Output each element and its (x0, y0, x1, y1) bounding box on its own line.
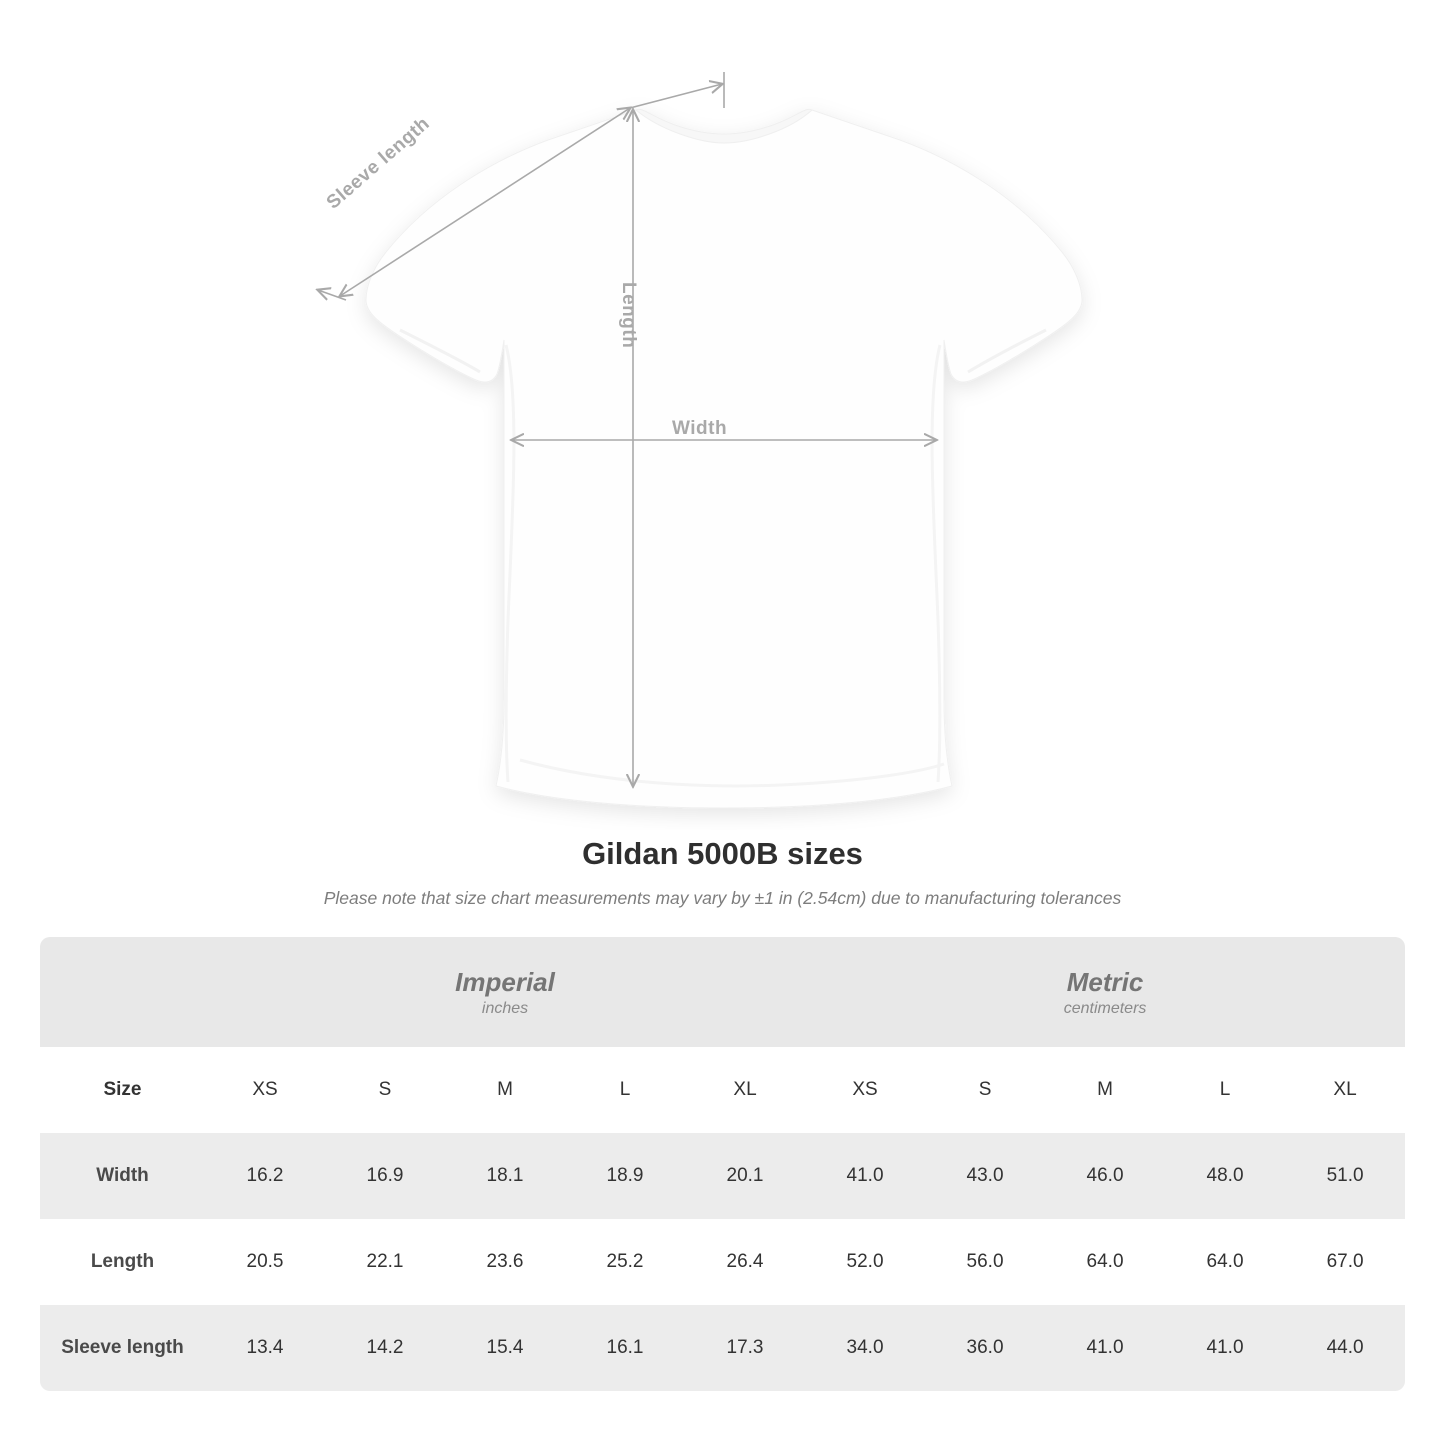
header-size: Size (40, 1047, 205, 1133)
cell-length-2: 23.6 (445, 1219, 565, 1305)
length-label: Length (618, 282, 639, 349)
cell-width-6: 43.0 (925, 1133, 1045, 1219)
cell-length-5: 52.0 (805, 1219, 925, 1305)
cell-length-6: 56.0 (925, 1219, 1045, 1305)
header-col-6: S (925, 1047, 1045, 1133)
page-title: Gildan 5000B sizes (582, 836, 863, 871)
header-col-5: XS (805, 1047, 925, 1133)
cell-width-3: 18.9 (565, 1133, 685, 1219)
table-row (40, 1219, 1405, 1305)
tolerance-note: Please note that size chart measurements may vary by ±1 in (2.54cm) due to manufacturing tolerances (323, 888, 1122, 908)
cell-sleeve-0: 13.4 (205, 1305, 325, 1391)
header-col-8: L (1165, 1047, 1285, 1133)
cell-sleeve-6: 36.0 (925, 1305, 1045, 1391)
cell-width-1: 16.9 (325, 1133, 445, 1219)
cell-length-0: 20.5 (205, 1219, 325, 1305)
row-label-width: Width (40, 1133, 205, 1219)
cell-width-5: 41.0 (805, 1133, 925, 1219)
sleeve-length-label: Sleeve length (322, 113, 434, 214)
cell-sleeve-9: 44.0 (1285, 1305, 1405, 1391)
cell-width-8: 48.0 (1165, 1133, 1285, 1219)
cell-width-2: 18.1 (445, 1133, 565, 1219)
cell-width-4: 20.1 (685, 1133, 805, 1219)
unit-header-imperial (205, 937, 805, 1047)
tshirt-shape (366, 109, 1082, 808)
header-col-2: M (445, 1047, 565, 1133)
cell-width-7: 46.0 (1045, 1133, 1165, 1219)
header-col-4: XL (685, 1047, 805, 1133)
cell-length-7: 64.0 (1045, 1219, 1165, 1305)
table-row (40, 1305, 1405, 1391)
cell-width-9: 51.0 (1285, 1133, 1405, 1219)
cell-sleeve-1: 14.2 (325, 1305, 445, 1391)
row-label-length: Length (40, 1219, 205, 1305)
cell-length-3: 25.2 (565, 1219, 685, 1305)
unit-sub-metric: centimeters (1063, 1000, 1147, 1018)
unit-name-metric: Metric (1066, 966, 1144, 997)
cell-length-9: 67.0 (1285, 1219, 1405, 1305)
header-col-3: L (565, 1047, 685, 1133)
header-col-1: S (325, 1047, 445, 1133)
size-table (40, 937, 1405, 1391)
size-table-wrapper (40, 937, 1405, 1391)
cell-sleeve-5: 34.0 (805, 1305, 925, 1391)
width-label: Width (672, 418, 728, 439)
cell-length-8: 64.0 (1165, 1219, 1285, 1305)
unit-header-metric (805, 937, 1405, 1047)
row-label-sleeve-length: Sleeve length (40, 1305, 205, 1391)
cell-sleeve-2: 15.4 (445, 1305, 565, 1391)
unit-sub-imperial: inches (481, 1000, 529, 1018)
cell-sleeve-4: 17.3 (685, 1305, 805, 1391)
column-header-row (40, 1047, 1405, 1133)
table-row (40, 1133, 1405, 1219)
cell-sleeve-7: 41.0 (1045, 1305, 1165, 1391)
cell-width-0: 16.2 (205, 1133, 325, 1219)
header-col-7: M (1045, 1047, 1165, 1133)
cell-sleeve-8: 41.0 (1165, 1305, 1285, 1391)
unit-header-row (40, 937, 1405, 1047)
cell-sleeve-3: 16.1 (565, 1305, 685, 1391)
cell-length-1: 22.1 (325, 1219, 445, 1305)
header-col-9: XL (1285, 1047, 1405, 1133)
title-block (0, 836, 1445, 909)
header-col-0: XS (205, 1047, 325, 1133)
unit-header-blank (40, 937, 205, 1047)
unit-name-imperial: Imperial (455, 966, 555, 997)
cell-length-4: 26.4 (685, 1219, 805, 1305)
